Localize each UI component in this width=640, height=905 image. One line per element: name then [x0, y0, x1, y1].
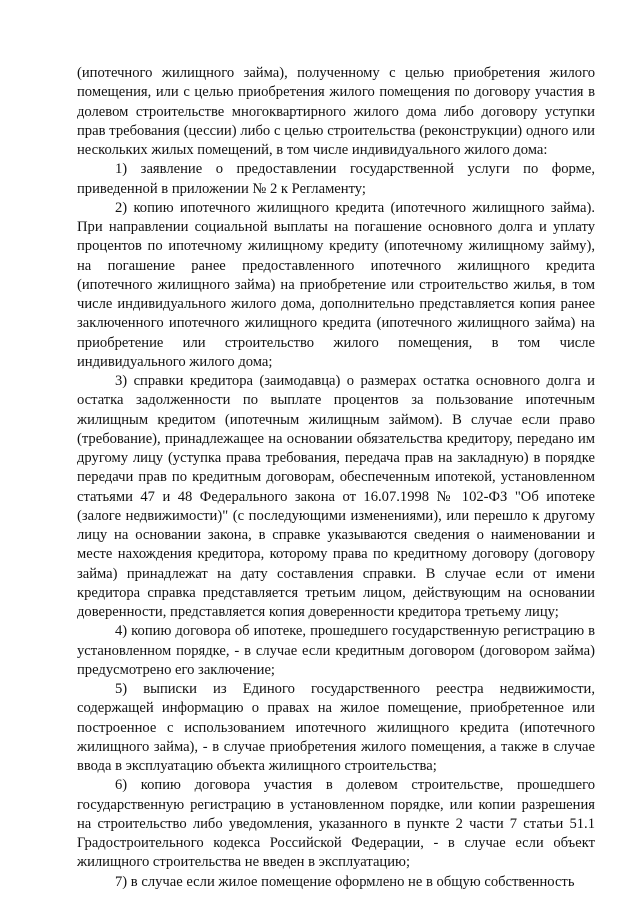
paragraph-item-2: 2) копию ипотечного жилищного кредита (ипотечного жилищного займа). При направлении социальной выплаты на погашение основного долга и уплату процентов по ипотечному жилищному кредиту (ипотечному жилищному займу), на погашение ранее предоставленного ипотечного жилищного кредита (ипотечного жилищного займа) на приобретение или строительство жилья, в том числе индивидуального жилого дома, дополнительно представляется копия ранее заключенного ипотечного жилищного кредита (ипотечного жилищного займа) на приобретение или строительство жилого помещения, в том числе индивидуального жилого дома; — [77, 199, 595, 370]
paragraph-item-1: 1) заявление о предоставлении государственной услуги по форме, приведенной в приложении № 2 к Регламенту; — [77, 161, 595, 197]
paragraph-intro: (ипотечного жилищного займа), полученному с целью приобретения жилого помещения, или с целью приобретения жилого помещения по договору участия в долевом строительстве многоквартирного жилого дома либо договору уступки прав требования (цессии) либо с целью строительства (реконструкции) одного или нескольких жилых помещений, в том числе индивидуального жилого дома: — [77, 65, 595, 158]
paragraph-item-6: 6) копию договора участия в долевом строительстве, прошедшего государственную регистрацию в установленном порядке, или копии разрешения на строительство либо уведомления, указанного в пункте 2 части 7 статьи 51.1 Градостроительного кодекса Российской Федерации, - в случае если объект жилищного строительства не введен в эксплуатацию; — [77, 777, 595, 871]
paragraph-item-3: 3) справки кредитора (заимодавца) о размерах остатка основного долга и остатка задолженности по выплате процентов за пользование ипотечным жилищным кредитом (ипотечным жилищным займом). В случае если право (требование), принадлежащее на основании обязательства кредитору, передано им другому лицу (уступка права требования, передача прав на закладную) в порядке передачи прав по кредитным договорам, обеспеченным ипотекой, установленном статьями 47 и 48 Федерального закона от 16.07.1998 № 102-ФЗ "Об ипотеке (залоге недвижимости)" (с последующими изменениями), или перешло к другому лицу на основании закона, в справке указываются сведения о наименовании и месте нахождения кредитора, которому права по кредитному договору (договору займа) принадлежат на дату составления справки. В случае если от имени кредитора справка представляется третьим лицом, действующим на основании доверенности, представляется копия доверенности кредитора третьему лицу; — [77, 373, 595, 620]
paragraph-item-4: 4) копию договора об ипотеке, прошедшего государственную регистрацию в установленном порядке, - в случае если кредитным договором (договором займа) предусмотрено его заключение; — [77, 623, 595, 678]
paragraph-item-7: 7) в случае если жилое помещение оформлено не в общую собственность — [115, 873, 575, 890]
paragraph-item-5: 5) выписки из Единого государственного реестра недвижимости, содержащей информацию о правах на жилое помещение, приобретенное или построенное с использованием ипотечного жилищного кредита (ипотечного жилищного займа), - в случае приобретения жилого помещения, а также в случае ввода в эксплуатацию объекта жилищного строительства; — [77, 681, 595, 774]
document-page — [77, 64, 595, 892]
